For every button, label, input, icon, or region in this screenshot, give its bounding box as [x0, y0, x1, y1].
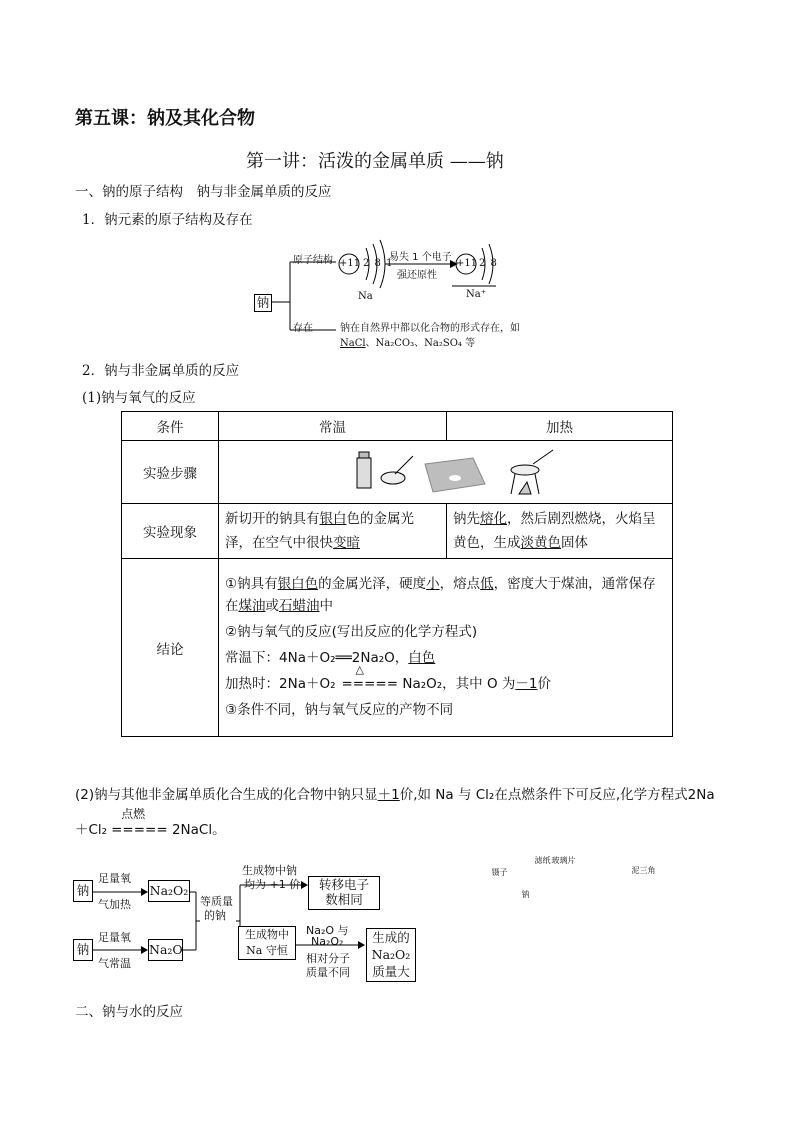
step-label-sodium: 钠 — [521, 889, 530, 899]
oxide-compare-bottom1: 相对分子 — [306, 952, 350, 965]
oxide-compare-bottom2: 质量不同 — [306, 966, 350, 979]
subheading-1: 1．钠元素的原子结构及存在 — [82, 212, 253, 228]
na-atom-label: Na — [358, 291, 373, 302]
cond-excess-o2-room-top: 足量氧 — [98, 931, 131, 944]
phen-heat-melt: 熔化 — [480, 511, 507, 527]
phen-normal-text-c: 色的金属光泽，在空气中很快 — [225, 511, 414, 551]
lecture-subtitle: 第一讲：活泼的金属单质 ——钠 — [246, 151, 504, 172]
c1-g: ，密度大于煤油，通常保存在 — [225, 575, 656, 614]
atomic-structure-label: 原子结构 — [293, 255, 333, 266]
shells-ion: 2 8 — [479, 258, 498, 269]
na2o2-mass-line1: 生成的 — [372, 930, 410, 945]
equal-mass-line1: 等质量 — [200, 895, 233, 908]
p2-plus-one: ＋1 — [377, 787, 400, 803]
electron-transfer-line2: 数相同 — [325, 892, 363, 907]
cond-excess-o2-heat-bottom: 气加热 — [98, 898, 131, 911]
shells-na: 2 8 1 — [363, 258, 394, 269]
c1-kerosene: 煤油 — [238, 597, 266, 614]
section-heading-2: 二、钠与水的反应 — [75, 1004, 183, 1020]
c1-silver-white: 银白色 — [277, 575, 319, 592]
sodium-box-1: 钠 — [73, 880, 93, 902]
step-label-filter-paper: 滤纸 — [534, 855, 551, 865]
header-normal-temp: 常温 — [219, 412, 447, 441]
arrow-top-text: 易失 1 个电子 — [389, 252, 452, 263]
na2o2-mass-box — [366, 928, 416, 982]
existence-text: 钠在自然界中都以化合物的形式存在，如 — [340, 323, 520, 334]
na2o2-mass-line2: Na₂O₂ — [371, 947, 411, 962]
valence-note-line2: 均为 +1 价 — [244, 878, 301, 891]
label-steps: 实验步骤 — [122, 441, 219, 504]
valence-note-line1: 生成物中钠 — [242, 864, 297, 877]
step-label-glass-slide: 玻璃片 — [551, 855, 576, 865]
c4-eq-sign: ===== — [341, 675, 399, 692]
phen-heat-text-c: ，然后剧烈燃烧，火焰呈黄色，生成 — [453, 511, 656, 551]
subheading-2: 2．钠与非金属单质的反应 — [82, 363, 240, 379]
other-compounds: 、Na₂CO₃、Na₂SO₄ 等 — [365, 338, 476, 349]
c1-a: ①钠具有 — [225, 575, 278, 592]
phen-normal-darken: 变暗 — [333, 535, 360, 551]
p2-a: (2)钠与其他非金属单质化合生成的化合物中钠只显 — [75, 787, 378, 803]
na-conservation-line2: Na 守恒 — [246, 944, 288, 957]
c4-a: 加热时：2Na＋O₂ — [225, 675, 336, 692]
label-phenomenon: 实验现象 — [122, 504, 219, 559]
oxide-compare-top1: Na₂O 与 — [306, 924, 349, 937]
c1-c: 的金属光泽，硬度 — [318, 575, 427, 592]
c4-b: Na₂O₂，其中 O 为 — [398, 675, 516, 692]
na-ion-label: Na⁺ — [466, 289, 486, 300]
c1-paraffin: 石蜡油 — [279, 597, 320, 614]
nucleus-na: +11 — [339, 258, 361, 269]
existence-label: 存在 — [293, 323, 313, 334]
p2-d: ＋Cl₂ — [75, 822, 108, 838]
arrow-bottom-text: 强还原性 — [397, 270, 437, 281]
ignite-condition: 点燃 — [121, 807, 146, 821]
electron-transfer-line1: 转移电子 — [318, 877, 369, 892]
heat-delta-symbol: △ — [355, 662, 364, 676]
na-conservation-line1: 生成物中 — [245, 928, 289, 941]
oxide-compare-top2: Na₂O₂ — [311, 935, 344, 948]
na-conservation-box — [238, 926, 296, 960]
phen-heat-text-e: 固体 — [561, 535, 588, 551]
c1-k: 中 — [319, 597, 333, 614]
conclusion-5: ③条件不同，钠与氧气反应的产物不同 — [225, 701, 454, 718]
phen-heat-pale-yellow: 淡黄色 — [520, 535, 561, 551]
c4-d: 价 — [537, 675, 551, 692]
sodium-box-2: 钠 — [73, 939, 93, 961]
c1-low: 低 — [480, 575, 494, 592]
na2o2-mass-line3: 质量大 — [372, 964, 410, 979]
c1-i: 或 — [265, 597, 279, 614]
c4-minus-one: －1 — [515, 675, 538, 692]
cond-excess-o2-heat-top: 足量氧 — [98, 872, 131, 885]
na2o2-box: Na₂O₂ — [148, 880, 190, 902]
equal-mass-line2: 的钠 — [204, 909, 226, 922]
electron-transfer-box — [308, 876, 380, 910]
phen-normal-silver: 银白 — [319, 511, 347, 527]
cond-excess-o2-room-bottom: 气常温 — [98, 957, 131, 970]
header-heating: 加热 — [447, 412, 673, 441]
phen-normal-text-a: 新切开的钠具有 — [225, 511, 320, 527]
nucleus-ion: +11 — [456, 258, 478, 269]
section-heading-1: 一、钠的原子结构 钠与非金属单质的反应 — [75, 184, 332, 200]
p2-eq-sign: ===== — [111, 822, 168, 838]
subheading-2-1: (1)钠与氧气的反应 — [82, 390, 196, 406]
label-conclusion: 结论 — [122, 559, 219, 737]
c1-e: ，熔点 — [439, 575, 481, 592]
lesson-title: 第五课：钠及其化合物 — [75, 108, 255, 129]
p2-c: 价,如 Na 与 Cl₂在点燃条件下可反应,化学方程式2Na — [399, 787, 715, 803]
c3-white: 白色 — [408, 649, 436, 666]
conclusion-2: ②钠与氧气的反应(写出反应的化学方程式) — [225, 623, 478, 640]
p2-e: 2NaCl。 — [167, 822, 226, 838]
header-condition: 条件 — [122, 412, 219, 441]
step-label-tweezers: 镊子 — [491, 867, 508, 877]
sodium-box: 钠 — [254, 294, 272, 312]
c3-equation: 常温下：4Na＋O₂══2Na₂O， — [225, 649, 409, 666]
step-label-clay-triangle: 泥三角 — [631, 865, 656, 875]
na2o-box: Na₂O — [148, 939, 183, 961]
c1-small: 小 — [426, 575, 440, 592]
nacl-underlined: NaCl — [340, 338, 366, 349]
phen-heat-text-a: 钠先 — [453, 511, 480, 527]
